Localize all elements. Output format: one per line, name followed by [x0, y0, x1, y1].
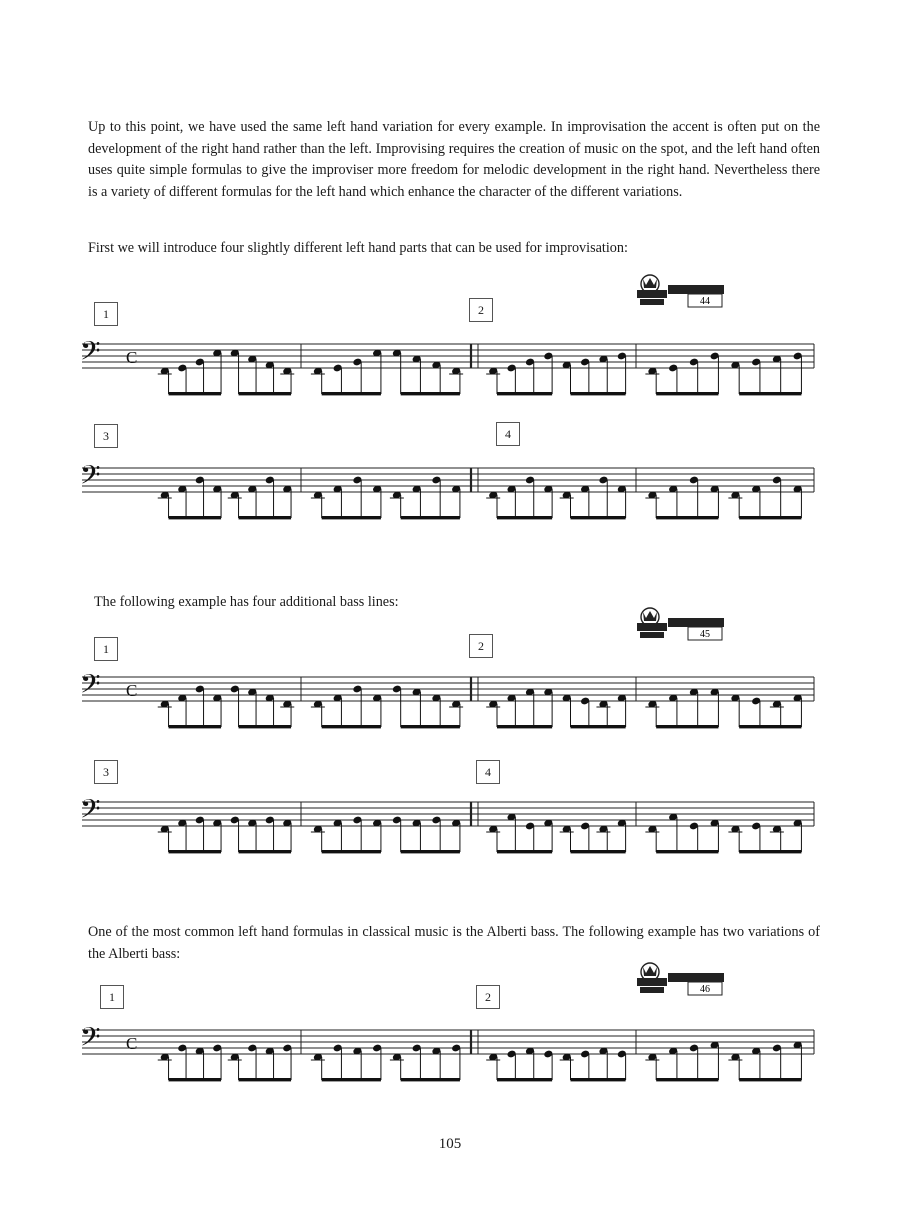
track-number: 46 [700, 984, 710, 995]
beam [570, 392, 625, 395]
beam [570, 725, 625, 728]
page-number: 105 [438, 1136, 462, 1152]
example-label: 2 [469, 634, 493, 658]
logo-icon [637, 275, 724, 307]
beam [570, 1078, 625, 1081]
beam [497, 392, 552, 395]
audio-track-badge [634, 603, 726, 643]
bass-clef-icon: 𝄢 [80, 793, 101, 831]
example-label: 1 [94, 637, 118, 661]
audio-track-badge [634, 958, 726, 998]
beam [401, 392, 460, 395]
example-label: 1 [94, 302, 118, 326]
example-label: 1 [100, 985, 124, 1009]
beam [401, 725, 460, 728]
beam [322, 516, 381, 519]
time-signature: C [126, 681, 138, 700]
bass-clef-icon: 𝄢 [80, 1021, 101, 1059]
beam [401, 1078, 460, 1081]
beam [322, 392, 381, 395]
beam [322, 850, 381, 853]
bass-staff-system [76, 1008, 820, 1088]
example-label: 4 [496, 422, 520, 446]
beam [497, 1078, 552, 1081]
example-label: 2 [469, 298, 493, 322]
beam [739, 392, 801, 395]
time-signature: C [126, 1034, 138, 1053]
beam [656, 725, 718, 728]
logo-icon [637, 608, 724, 640]
beam [169, 725, 222, 728]
track-number: 44 [700, 296, 710, 307]
time-signature: C [126, 348, 138, 367]
beam [497, 516, 552, 519]
bass-clef-icon: 𝄢 [80, 668, 101, 706]
beam [739, 1078, 801, 1081]
additional-caption: The following example has four additional bass lines: [94, 594, 399, 610]
bass-staff-system [76, 780, 820, 860]
bass-clef-icon: 𝄢 [80, 459, 101, 497]
beam [497, 725, 552, 728]
logo-icon [637, 963, 724, 995]
beam [570, 516, 625, 519]
beam [169, 516, 222, 519]
intro-paragraph: Up to this point, we have used the same left hand variation for every example. In improvisation the accent is often put on the development of the right hand rather than the left. Improvising requires the creation of music on the spot, and the left hand often uses quite simple formulas to give the improviser more freedom for melodic development in the right hand. Nevertheless there is a variety of different formulas for the left hand which enhance the character of the different variations. [88, 119, 820, 200]
beam [322, 1078, 381, 1081]
beam [169, 850, 222, 853]
beam [169, 1078, 222, 1081]
beam [322, 725, 381, 728]
first-four-caption: First we will introduce four slightly different left hand parts that can be used for improvisation: [88, 240, 628, 256]
beam [239, 725, 291, 728]
example-label: 3 [94, 424, 118, 448]
track-number: 45 [700, 629, 710, 640]
audio-track-badge [634, 270, 726, 310]
beam [656, 850, 718, 853]
beam [239, 516, 291, 519]
example-label: 2 [476, 985, 500, 1009]
bass-staff-system [76, 655, 820, 735]
beam [739, 725, 801, 728]
beam [739, 850, 801, 853]
beam [656, 392, 718, 395]
beam [239, 392, 291, 395]
beam [169, 392, 222, 395]
beam [239, 1078, 291, 1081]
bass-clef-icon: 𝄢 [80, 335, 101, 373]
example-label: 4 [476, 760, 500, 784]
alberti-paragraph: One of the most common left hand formulas in classical music is the Alberti bass. The following example has two variations of the Alberti bass: [88, 924, 820, 962]
beam [401, 516, 460, 519]
beam [570, 850, 625, 853]
beam [656, 1078, 718, 1081]
example-label: 3 [94, 760, 118, 784]
bass-staff-system [76, 446, 820, 526]
beam [401, 850, 460, 853]
beam [656, 516, 718, 519]
beam [497, 850, 552, 853]
beam [239, 850, 291, 853]
bass-staff-system [76, 322, 820, 402]
beam [739, 516, 801, 519]
